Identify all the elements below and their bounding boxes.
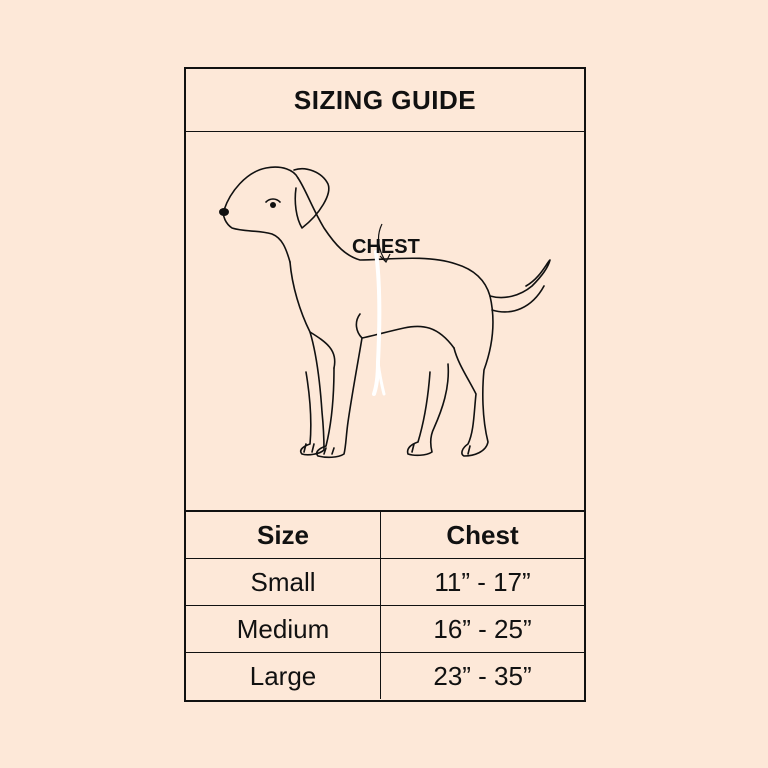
sizing-guide-card (184, 67, 586, 702)
table-row (186, 653, 584, 700)
header-chest: Chest (381, 511, 585, 559)
table-row (186, 606, 584, 653)
chest-cell: 16” - 25” (381, 606, 585, 653)
dog-illustration (186, 132, 584, 509)
header-size: Size (186, 511, 381, 559)
size-cell: Small (186, 559, 381, 606)
chest-cell: 23” - 35” (433, 660, 532, 691)
table-header-row (186, 511, 584, 559)
chest-label: CHEST (352, 236, 420, 258)
page-title: SIZING GUIDE (293, 84, 477, 115)
size-cell: Medium (186, 606, 381, 653)
title-bar (186, 69, 584, 132)
chest-cell: 11” - 17” (381, 559, 585, 606)
dog-outline-icon (186, 132, 584, 509)
size-cell: Large (186, 653, 381, 700)
size-table (186, 510, 584, 699)
table-row (186, 559, 584, 606)
